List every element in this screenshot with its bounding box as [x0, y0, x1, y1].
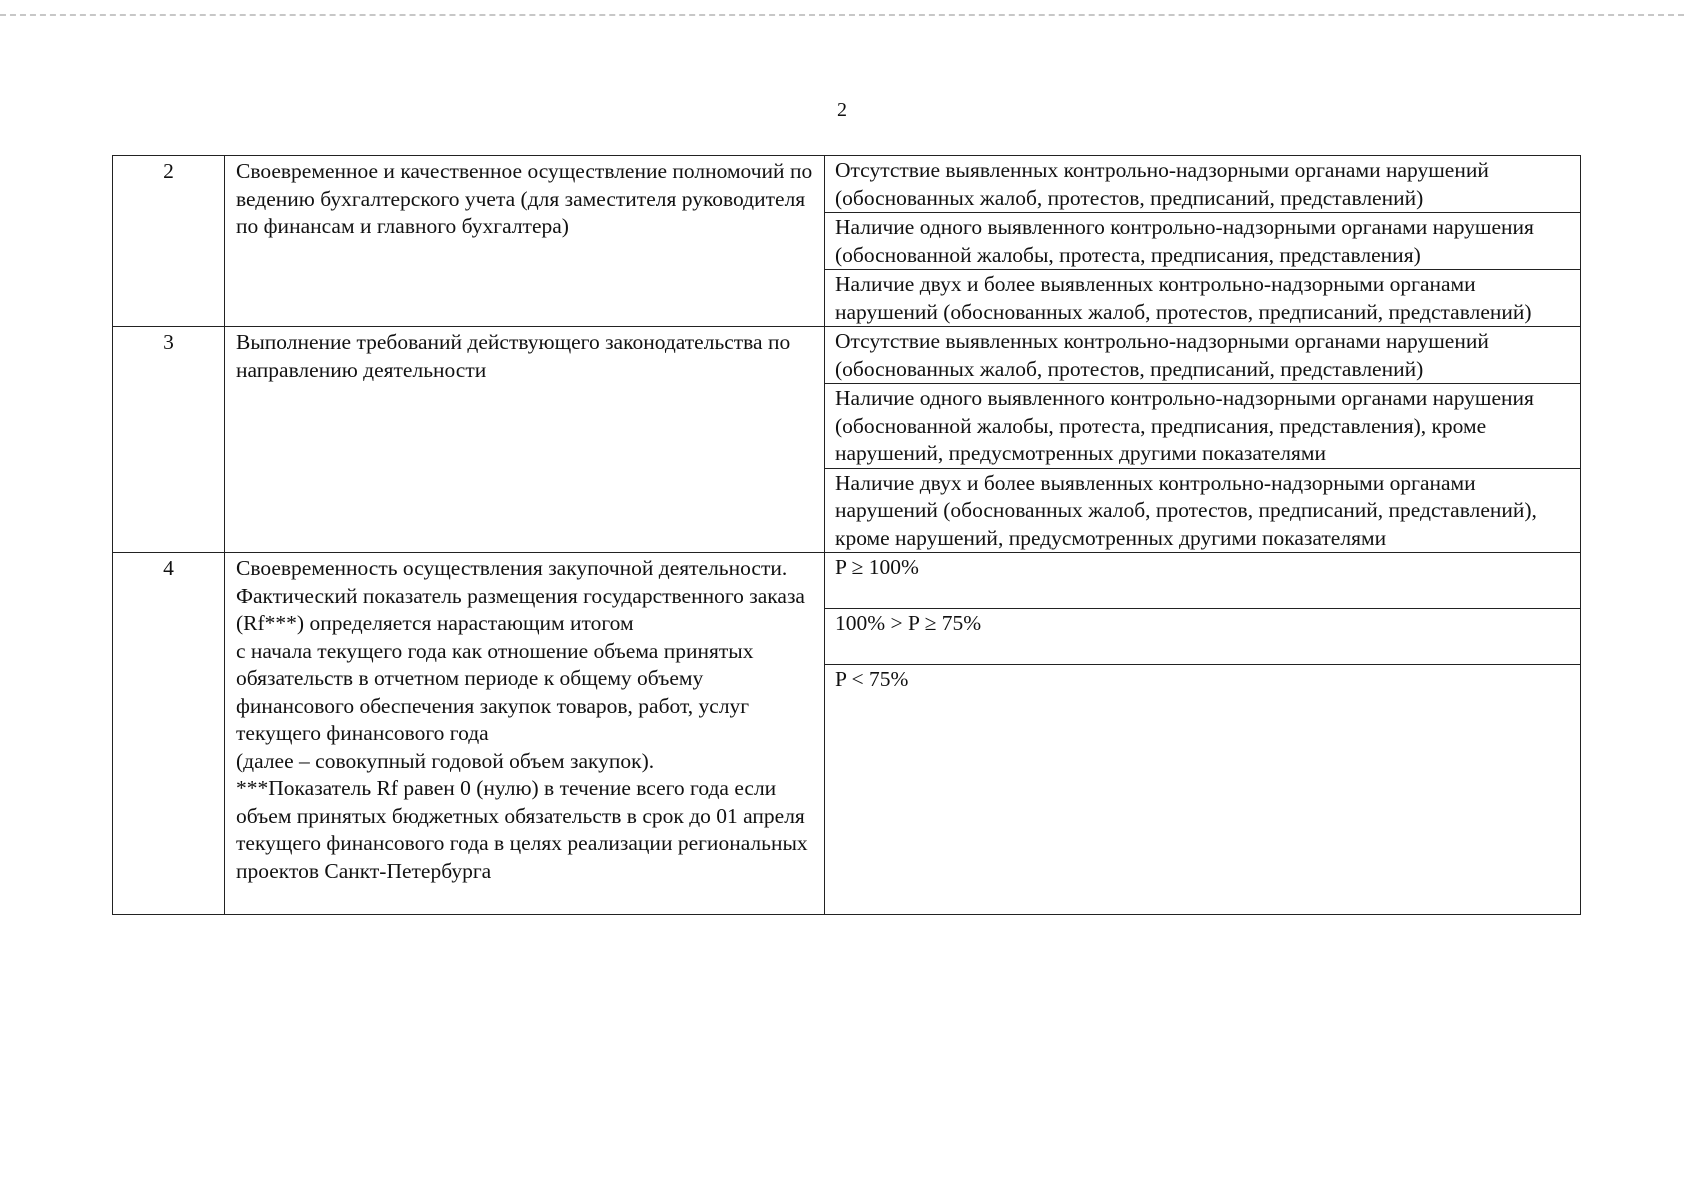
table-row — [113, 553, 1581, 609]
scan-edge-artifact — [0, 14, 1684, 16]
criterion-text: Выполнение требований действующего законодательства по направлению деятельности — [225, 327, 825, 553]
indicator-cell: Наличие одного выявленного контрольно-надзорными органами нарушения (обоснованной жалобы, протеста, предписания, представления), кроме нарушений, предусмотренных другими показателями — [825, 384, 1581, 469]
criterion-line: ***Показатель Rf равен 0 (нулю) в течение всего года если объем принятых бюджетных обязательств в срок до 01 апреля текущего финансового года в целях реализации региональных проектов Санкт-Петербурга — [236, 776, 808, 883]
indicator-cell: Отсутствие выявленных контрольно-надзорными органами нарушений (обоснованных жалоб, протестов, предписаний, представлений) — [825, 327, 1581, 384]
indicator-cell: 100% > P ≥ 75% — [825, 609, 1581, 665]
criterion-text — [225, 553, 825, 915]
indicator-cell: Наличие двух и более выявленных контрольно-надзорными органами нарушений (обоснованных жалоб, протестов, предписаний, представлений), кроме нарушений, предусмотренных другими показателями — [825, 468, 1581, 553]
criterion-text: Своевременное и качественное осуществление полномочий по ведению бухгалтерского учета (для заместителя руководителя по финансам и главного бухгалтера) — [225, 156, 825, 327]
table-row — [113, 327, 1581, 384]
row-number: 3 — [113, 327, 225, 553]
indicator-cell: Наличие двух и более выявленных контрольно-надзорными органами нарушений (обоснованных жалоб, протестов, предписаний, представлений) — [825, 270, 1581, 327]
page-number: 2 — [837, 99, 847, 121]
criterion-line: Фактический показатель размещения государственного заказа (Rf***) определяется нарастающим итогом — [236, 583, 805, 635]
criterion-line: (далее – совокупный годовой объем закупок). — [236, 748, 655, 773]
criterion-line: Своевременность осуществления закупочной деятельности. — [236, 556, 788, 580]
criteria-table — [112, 155, 1581, 915]
row-number: 4 — [113, 553, 225, 915]
criterion-line: с начала текущего года как отношение объема принятых обязательств в отчетном периоде к общему объему финансового обеспечения закупок товаров, работ, услуг текущего финансового года — [236, 638, 754, 745]
table-row — [113, 156, 1581, 213]
indicator-cell: Наличие одного выявленного контрольно-надзорными органами нарушения (обоснованной жалобы, протеста, предписания, представления) — [825, 213, 1581, 270]
indicator-cell: P < 75% — [825, 665, 1581, 915]
indicator-cell: Отсутствие выявленных контрольно-надзорными органами нарушений (обоснованных жалоб, протестов, предписаний, представлений) — [825, 156, 1581, 213]
row-number: 2 — [113, 156, 225, 327]
indicator-cell: P ≥ 100% — [825, 553, 1581, 609]
